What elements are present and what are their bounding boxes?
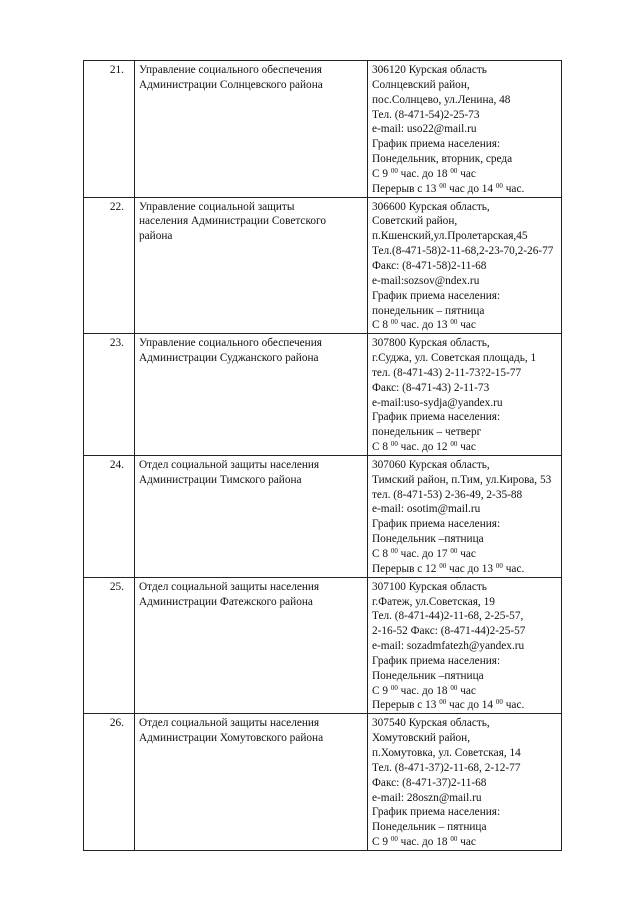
hours-to-minutes: 00 xyxy=(450,683,458,692)
hours-unit: час xyxy=(460,548,476,560)
break-from-minutes: 00 xyxy=(439,698,447,707)
organization-name-line: Управление социального обеспечения xyxy=(139,64,322,76)
break-from-minutes: 00 xyxy=(439,181,447,190)
hours-from-minutes: 00 xyxy=(390,683,398,692)
contact-line: г.Фатеж, ул.Советская, 19 xyxy=(372,595,495,608)
contact-line: График приема населения: xyxy=(372,411,501,424)
contact-line: Тимский район, п.Тим, ул.Кирова, 53 xyxy=(372,473,552,486)
contact-line: Тел. (8-471-37)2-11-68, 2-12-77 xyxy=(372,761,521,774)
break-to-minutes: 00 xyxy=(495,181,503,190)
contact-line: e-mail:sozsov@ndex.ru xyxy=(372,274,480,287)
contact-line: График приема населения: xyxy=(372,806,501,819)
contact-line: График приема населения: xyxy=(372,138,501,151)
contact-line: тел. (8-471-53) 2-36-49, 2-35-88 xyxy=(372,488,523,501)
organization-name-line: Отдел социальной защиты населения xyxy=(139,580,320,593)
organization-name-line: Администрации Хомутовского района xyxy=(139,732,324,745)
hours-from-minutes: 00 xyxy=(390,440,398,449)
reception-hours xyxy=(372,547,557,562)
contact-line: График приема населения: xyxy=(372,289,501,302)
hours-from-minutes: 00 xyxy=(390,318,398,327)
contact-line: 307060 Курская область, xyxy=(372,458,490,471)
hours-from: С 9 xyxy=(372,684,389,697)
contact-details xyxy=(368,577,562,714)
contact-line: Понедельник –пятница xyxy=(372,533,484,546)
break-to: час до 14 xyxy=(449,699,494,712)
hours-unit: час xyxy=(460,167,476,180)
break-to-minutes: 00 xyxy=(495,561,503,570)
reception-hours xyxy=(372,440,557,455)
table-row xyxy=(84,455,562,577)
break-from: Перерыв с 12 xyxy=(372,562,437,575)
table-row xyxy=(84,334,562,456)
contact-line: Тел. (8-471-44)2-11-68, 2-25-57, xyxy=(372,610,524,623)
break-from: Перерыв с 13 xyxy=(372,699,437,712)
organization-name-line: района xyxy=(139,230,173,243)
row-number: 24. xyxy=(84,455,135,577)
contact-line: п.Хомутовка, ул. Советская, 14 xyxy=(372,746,521,759)
row-number: 26. xyxy=(84,714,135,851)
row-number: 22. xyxy=(84,197,135,334)
contact-line: e-mail: uso22@mail.ru xyxy=(372,123,477,136)
contact-line: e-mail: 28oszn@mail.ru xyxy=(372,791,482,804)
contact-line: График приема населения: xyxy=(372,518,501,531)
hours-unit: час xyxy=(460,684,476,697)
contact-line: Факс: (8-471-43) 2-11-73 xyxy=(372,381,490,394)
hours-to-minutes: 00 xyxy=(450,835,458,844)
contact-line: 306600 Курская область, xyxy=(372,200,490,213)
hours-to-minutes: 00 xyxy=(450,547,458,555)
organization-name-line: населения Администрации Советского xyxy=(139,215,327,228)
contact-line: Факс: (8-471-37)2-11-68 xyxy=(372,776,487,789)
organization-name xyxy=(135,197,368,334)
contact-line: Понедельник –пятница xyxy=(372,669,484,682)
contact-line: п.Кшенский,ул.Пролетарская,45 xyxy=(372,230,528,243)
contact-line: Понедельник – пятница xyxy=(372,821,487,834)
lunch-break xyxy=(372,562,557,577)
hours-from: С 9 xyxy=(372,836,389,849)
row-number: 23. xyxy=(84,334,135,456)
hours-to-minutes: 00 xyxy=(450,440,458,449)
contact-line: пос.Солнцево, ул.Ленина, 48 xyxy=(372,93,511,106)
break-from: Перерыв с 13 xyxy=(372,182,437,195)
hours-to-minutes: 00 xyxy=(450,166,458,175)
offices-table-body xyxy=(84,61,562,851)
break-to-minutes: 00 xyxy=(495,698,503,707)
hours-from: С 9 xyxy=(372,167,389,180)
contact-line: понедельник – пятница xyxy=(372,304,485,317)
organization-name-line: Администрации Тимского района xyxy=(139,473,302,486)
contact-line: понедельник – четверг xyxy=(372,426,482,439)
contact-line: г.Суджа, ул. Советская площадь, 1 xyxy=(372,352,537,365)
organization-name xyxy=(135,714,368,851)
hours-from-minutes: 00 xyxy=(390,547,398,555)
contact-line: Солнцевский район, xyxy=(372,78,470,91)
contact-details xyxy=(368,334,562,456)
table-row xyxy=(84,577,562,714)
organization-name-line: Управление социальной защиты xyxy=(139,200,295,213)
break-to: час до 13 xyxy=(449,562,494,575)
hours-to: час. до 18 xyxy=(400,836,448,849)
table-row xyxy=(84,714,562,851)
reception-hours xyxy=(372,318,557,333)
contact-line: 2-16-52 Факс: (8-471-44)2-25-57 xyxy=(372,625,526,638)
break-unit: час. xyxy=(505,562,525,575)
contact-line: Тел.(8-471-58)2-11-68,2-23-70,2-26-77 xyxy=(372,245,554,258)
hours-to: час. до 13 xyxy=(400,319,448,332)
contact-line: График приема населения: xyxy=(372,654,501,667)
reception-hours xyxy=(372,835,557,850)
contact-line: e-mail: osotim@mail.ru xyxy=(372,503,481,516)
table-row xyxy=(84,61,562,198)
contact-line: тел. (8-471-43) 2-11-73?2-15-77 xyxy=(372,366,522,379)
organization-name xyxy=(135,577,368,714)
hours-to: час. до 18 xyxy=(400,684,448,697)
hours-unit: час xyxy=(460,319,476,332)
row-number: 25. xyxy=(84,577,135,714)
contact-line: Хомутовский район, xyxy=(372,732,471,745)
hours-unit: час xyxy=(460,836,476,849)
hours-from: С 8 xyxy=(372,548,389,560)
contact-line: e-mail: sozadmfatezh@yandex.ru xyxy=(372,640,525,653)
reception-hours xyxy=(372,167,557,182)
break-unit: час. xyxy=(505,182,525,195)
hours-from-minutes: 00 xyxy=(390,835,398,844)
contact-details xyxy=(368,61,562,198)
contact-line: Факс: (8-471-58)2-11-68 xyxy=(372,259,487,272)
hours-unit: час xyxy=(460,441,476,454)
offices-table xyxy=(83,60,562,851)
contact-line: 307540 Курская область, xyxy=(372,717,490,730)
reception-hours xyxy=(372,684,557,699)
contact-line: 307800 Курская область, xyxy=(372,337,490,350)
contact-line: Понедельник, вторник, среда xyxy=(372,153,513,166)
organization-name xyxy=(135,455,368,577)
break-unit: час. xyxy=(505,699,525,712)
table-row xyxy=(84,197,562,334)
contact-line: e-mail:uso-sydja@yandex.ru xyxy=(372,396,503,409)
organization-name-line: Управление социального обеспечения xyxy=(139,337,322,350)
organization-name-line: Администрации Солнцевского района xyxy=(139,78,323,91)
lunch-break xyxy=(372,698,557,713)
contact-details xyxy=(368,455,562,577)
contact-line: 307100 Курская область xyxy=(372,580,487,593)
organization-name xyxy=(135,61,368,198)
break-to: час до 14 xyxy=(449,182,494,195)
hours-from: С 8 xyxy=(372,441,389,454)
hours-to: час. до 12 xyxy=(400,441,448,454)
hours-to-minutes: 00 xyxy=(450,318,458,327)
contact-line: Советский район, xyxy=(372,215,458,228)
organization-name-line: Администрации Суджанского района xyxy=(139,352,319,365)
lunch-break xyxy=(372,182,557,197)
organization-name xyxy=(135,334,368,456)
hours-from: С 8 xyxy=(372,319,389,332)
contact-details xyxy=(368,714,562,851)
organization-name-line: Отдел социальной защиты населения xyxy=(139,717,320,730)
break-from-minutes: 00 xyxy=(439,561,447,570)
organization-name-line: Отдел социальной защиты населения xyxy=(139,458,320,471)
row-number: 21. xyxy=(84,61,135,198)
contact-line: 306120 Курская область xyxy=(372,64,487,76)
contact-details xyxy=(368,197,562,334)
hours-to: час. до 17 xyxy=(400,548,448,560)
hours-from-minutes: 00 xyxy=(390,166,398,175)
hours-to: час. до 18 xyxy=(400,167,448,180)
contact-line: Тел. (8-471-54)2-25-73 xyxy=(372,108,480,121)
organization-name-line: Администрации Фатежского района xyxy=(139,595,313,608)
